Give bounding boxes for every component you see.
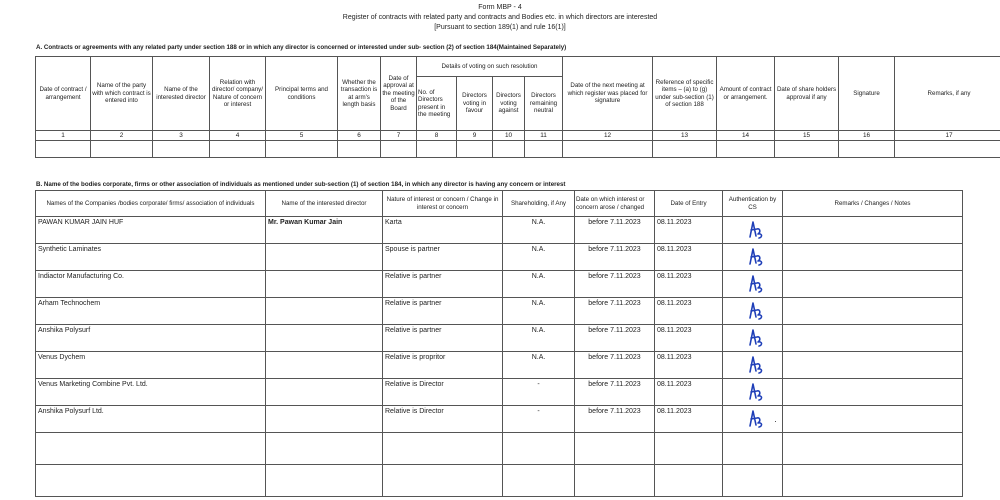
column-number: 4 [210, 131, 266, 141]
nature-of-interest-cell: Relative is Director [383, 406, 503, 433]
date-interest-arose-cell: before 7.11.2023 [575, 325, 655, 352]
header-voting-against: Directors voting against [493, 77, 525, 131]
empty-cell [266, 465, 383, 497]
cs-signature-icon [733, 326, 773, 348]
column-number: 5 [266, 131, 338, 141]
date-of-entry-cell: 08.11.2023 [655, 298, 723, 325]
shareholding-cell: N.A. [503, 352, 575, 379]
interested-director-cell [266, 325, 383, 352]
column-number: 9 [457, 131, 493, 141]
column-number: 6 [338, 131, 381, 141]
shareholding-cell: - [503, 406, 575, 433]
header-remarks: Remarks / Changes / Notes [783, 191, 963, 217]
date-of-entry-cell: 08.11.2023 [655, 352, 723, 379]
empty-cell [338, 141, 381, 158]
empty-cell [525, 141, 563, 158]
company-name-cell: Venus Dychem [36, 352, 266, 379]
column-number: 8 [417, 131, 457, 141]
header-nature-of-interest: Nature of interest or concern / Change in interest or concern [383, 191, 503, 217]
header-relation: Relation with director/ company/ Nature of concern or interest [210, 57, 266, 131]
empty-cell [723, 465, 783, 497]
form-number: Form MBP - 4 [478, 4, 522, 11]
nature-of-interest-cell: Relative is Director [383, 379, 503, 406]
header-principal-terms: Principal terms and conditions [266, 57, 338, 131]
empty-cell [417, 141, 457, 158]
empty-cell [503, 433, 575, 465]
shareholding-cell: N.A. [503, 325, 575, 352]
empty-cell [381, 141, 417, 158]
header-remaining-neutral: Directors remaining neutral [525, 77, 563, 131]
empty-cell [36, 141, 91, 158]
authentication-cell [723, 271, 783, 298]
nature-of-interest-cell: Karta [383, 217, 503, 244]
company-name-cell: Anshika Polysurf Ltd. [36, 406, 266, 433]
table-row [36, 406, 963, 433]
authentication-cell [723, 325, 783, 352]
date-of-entry-cell: 08.11.2023 [655, 271, 723, 298]
table-row [36, 217, 963, 244]
interested-director-cell: Mr. Pawan Kumar Jain [266, 217, 383, 244]
nature-of-interest-cell: Spouse is partner [383, 244, 503, 271]
date-of-entry-cell: 08.11.2023 [655, 244, 723, 271]
company-name-cell: Anshika Polysurf [36, 325, 266, 352]
header-party-name: Name of the party with which contract is entered into [91, 57, 153, 131]
interested-director-cell [266, 244, 383, 271]
column-number: 13 [653, 131, 717, 141]
date-of-entry-cell: 08.11.2023 [655, 379, 723, 406]
cs-signature-icon [733, 299, 773, 321]
empty-cell [653, 141, 717, 158]
section-a-table [35, 56, 1000, 158]
cs-signature-icon [733, 218, 773, 240]
column-number: 16 [839, 131, 895, 141]
column-number: 14 [717, 131, 775, 141]
company-name-cell: Venus Marketing Combine Pvt. Ltd. [36, 379, 266, 406]
column-number: 12 [563, 131, 653, 141]
empty-cell [839, 141, 895, 158]
column-number: 10 [493, 131, 525, 141]
interested-director-cell [266, 379, 383, 406]
empty-cell [783, 433, 963, 465]
empty-cell [266, 141, 338, 158]
section-a-title: A. Contracts or agreements with any related party under section 188 or in which any director is concerned or interested under sub- section (2) of section 184(Maintained Separately) [36, 44, 567, 51]
empty-cell [383, 433, 503, 465]
table-row [36, 298, 963, 325]
header-interested-director: Name of the interested director [266, 191, 383, 217]
empty-cell [575, 465, 655, 497]
remarks-cell [783, 298, 963, 325]
remarks-cell [783, 271, 963, 298]
header-date-of-entry: Date of Entry [655, 191, 723, 217]
interested-director-cell [266, 352, 383, 379]
date-of-entry-cell: 08.11.2023 [655, 406, 723, 433]
header-authentication: Authentication by CS [723, 191, 783, 217]
header-voting-favour: Directors voting in favour [457, 77, 493, 131]
remarks-cell [783, 379, 963, 406]
header-shareholders-approval: Date of share holders approval if any [775, 57, 839, 131]
header-date-of-approval: Date of approval at the meeting of the Board [381, 57, 417, 131]
authentication-cell [723, 379, 783, 406]
empty-cell [36, 433, 266, 465]
cs-signature-icon [733, 272, 773, 294]
empty-cell [266, 433, 383, 465]
date-of-entry-cell: 08.11.2023 [655, 217, 723, 244]
shareholding-cell: N.A. [503, 244, 575, 271]
remarks-cell [783, 244, 963, 271]
empty-cell [36, 465, 266, 497]
remarks-cell [783, 325, 963, 352]
empty-cell [383, 465, 503, 497]
header-arms-length: Whether the transaction is at arm's length basis [338, 57, 381, 131]
header-remarks: Remarks, if any [895, 57, 1000, 131]
empty-cell [655, 433, 723, 465]
header-voting-details: Details of voting on such resolution [417, 57, 563, 77]
cs-signature-icon [733, 380, 773, 402]
header-interested-director: Name of the interested director [153, 57, 210, 131]
column-number: 1 [36, 131, 91, 141]
company-name-cell: Indiactor Manufacturing Co. [36, 271, 266, 298]
header-date-interest-arose: Date on which interest or concern arose / changed [575, 191, 655, 217]
empty-cell [91, 141, 153, 158]
header-signature: Signature [839, 57, 895, 131]
date-interest-arose-cell: before 7.11.2023 [575, 298, 655, 325]
column-number: 11 [525, 131, 563, 141]
column-number: 2 [91, 131, 153, 141]
authentication-cell [723, 298, 783, 325]
interested-director-cell [266, 298, 383, 325]
header-amount: Amount of contract or arrangement. [717, 57, 775, 131]
empty-cell [153, 141, 210, 158]
header-shareholding: Shareholding, if Any [503, 191, 575, 217]
empty-cell [717, 141, 775, 158]
empty-cell [210, 141, 266, 158]
cs-signature-icon [733, 353, 773, 375]
company-name-cell: Synthetic Laminates [36, 244, 266, 271]
cs-signature-icon [733, 407, 773, 429]
form-subtitle: [Pursuant to section 189(1) and rule 16(1)] [434, 24, 566, 31]
remarks-cell [783, 352, 963, 379]
header-directors-present: No. of Directors present in the meeting [417, 77, 457, 131]
authentication-cell [723, 217, 783, 244]
interested-director-cell [266, 406, 383, 433]
empty-cell [563, 141, 653, 158]
remarks-cell [783, 217, 963, 244]
date-interest-arose-cell: before 7.11.2023 [575, 379, 655, 406]
date-interest-arose-cell: before 7.11.2023 [575, 352, 655, 379]
empty-cell [655, 465, 723, 497]
empty-cell [457, 141, 493, 158]
remarks-cell [783, 406, 963, 433]
stray-mark: · [774, 416, 777, 426]
interested-director-cell [266, 271, 383, 298]
authentication-cell [723, 244, 783, 271]
date-interest-arose-cell: before 7.11.2023 [575, 217, 655, 244]
date-interest-arose-cell: before 7.11.2023 [575, 244, 655, 271]
header-date-of-contract: Date of contract / arrangement [36, 57, 91, 131]
empty-cell [493, 141, 525, 158]
empty-cell [575, 433, 655, 465]
cs-signature-icon [733, 245, 773, 267]
empty-cell [775, 141, 839, 158]
table-row [36, 325, 963, 352]
nature-of-interest-cell: Relative is partner [383, 325, 503, 352]
table-row [36, 379, 963, 406]
header-reference-items: Reference of specific items – (a) to (g) under sub-section (1) of section 188 [653, 57, 717, 131]
authentication-cell [723, 352, 783, 379]
shareholding-cell: N.A. [503, 298, 575, 325]
company-name-cell: Arham Technochem [36, 298, 266, 325]
empty-cell [783, 465, 963, 497]
date-interest-arose-cell: before 7.11.2023 [575, 271, 655, 298]
header-company-name: Names of the Companies /bodies corporate/ firms/ association of individuals [36, 191, 266, 217]
date-interest-arose-cell: before 7.11.2023 [575, 406, 655, 433]
table-row [36, 352, 963, 379]
section-b-title: B. Name of the bodies corporate, firms or other association of individuals as mentioned under sub-section (1) of section 184, in which any director is having any concern or interest [36, 181, 566, 188]
empty-cell [723, 433, 783, 465]
column-number: 7 [381, 131, 417, 141]
header-next-meeting: Date of the next meeting at which register was placed for signature [563, 57, 653, 131]
column-number: 3 [153, 131, 210, 141]
table-row [36, 271, 963, 298]
column-number: 17 [895, 131, 1000, 141]
company-name-cell: PAWAN KUMAR JAIN HUF [36, 217, 266, 244]
date-of-entry-cell: 08.11.2023 [655, 325, 723, 352]
form-title: Register of contracts with related party and contracts and Bodies etc. in which directors are interested [342, 14, 658, 21]
section-b-table [35, 190, 963, 497]
nature-of-interest-cell: Relative is propritor [383, 352, 503, 379]
empty-cell [503, 465, 575, 497]
nature-of-interest-cell: Relative is partner [383, 298, 503, 325]
empty-cell [895, 141, 1000, 158]
table-row [36, 244, 963, 271]
shareholding-cell: N.A. [503, 217, 575, 244]
shareholding-cell: - [503, 379, 575, 406]
column-number: 15 [775, 131, 839, 141]
nature-of-interest-cell: Relative is partner [383, 271, 503, 298]
shareholding-cell: N.A. [503, 271, 575, 298]
